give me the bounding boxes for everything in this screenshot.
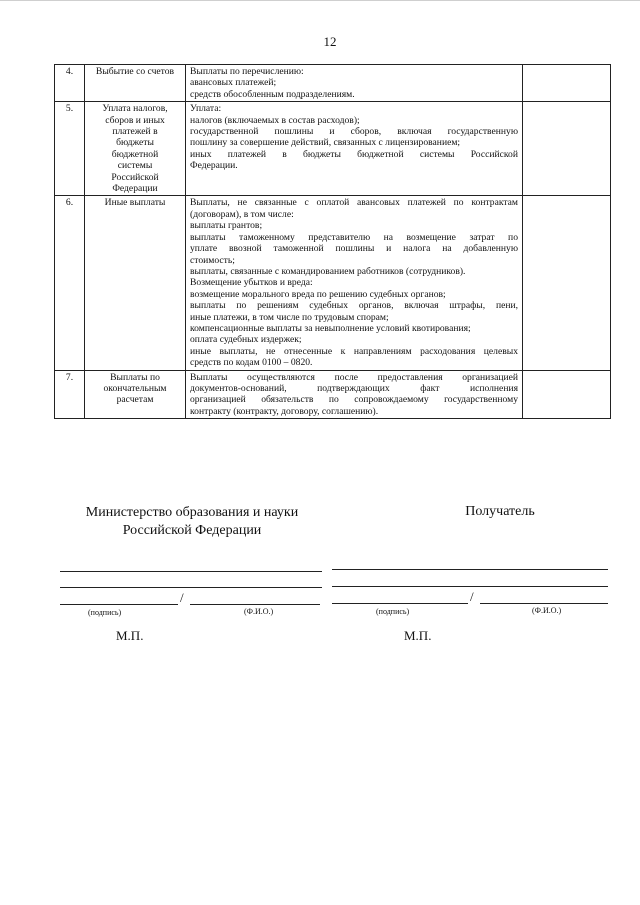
table-row: [55, 370, 611, 419]
description-line: контракту (контракту, договору, соглашению).: [190, 405, 379, 417]
right-slash: /: [470, 589, 474, 604]
description-line: возмещение морального вреда по решению судебных органов;: [190, 288, 446, 300]
payment-type: [85, 65, 186, 102]
right-sign-line-1: [332, 569, 608, 570]
payment-type-line: Российской: [111, 171, 159, 183]
payment-type-line: Федерации: [112, 183, 158, 195]
description-line: Уплата:: [190, 103, 222, 115]
payment-description: [186, 102, 523, 196]
left-name-field: [190, 604, 320, 605]
left-sign-caption: (подпись): [88, 608, 122, 617]
left-sign-line-2: [60, 587, 322, 588]
description-line: выплаты таможенному представителю на возмещение затрат по: [190, 231, 518, 243]
recipient-title: Получатель: [465, 504, 535, 519]
right-name-caption: (Ф.И.О.): [532, 606, 562, 615]
description-line: иных платежей в бюджеты бюджетной системы Российской: [190, 148, 518, 160]
payment-type-line: платежей в: [112, 126, 158, 138]
payment-description: [186, 370, 523, 419]
payment-type: [85, 196, 186, 370]
description-line: средств по кодам 0100 – 0820.: [190, 357, 313, 369]
payment-type-line: окончательным: [103, 382, 167, 394]
description-line: пошлину за совершение действий, связанных с лицензированием;: [190, 137, 461, 149]
page-number: 12: [323, 34, 337, 49]
payment-description: [186, 65, 523, 102]
description-line: уплате ввозной таможенной пошлины и налога на добавленную: [190, 243, 518, 255]
right-name-field: [480, 603, 608, 604]
description-line: документов-оснований, подтверждающих факт исполнения: [190, 382, 518, 394]
right-stamp-place: М.П.: [404, 628, 432, 643]
description-line: Выплаты осуществляются после предоставления организацией: [190, 371, 518, 383]
description-line: стоимость;: [190, 254, 235, 266]
description-line: средств обособленным подразделениям.: [190, 88, 355, 100]
table-row: [55, 196, 611, 370]
table-row: [55, 65, 611, 102]
payment-type-line: Выбытие со счетов: [95, 66, 175, 77]
payment-type-line: системы: [117, 160, 153, 172]
right-signature-field: [332, 603, 468, 604]
payment-type: [85, 370, 186, 419]
row-number: 4.: [55, 65, 85, 102]
description-line: Федерации.: [190, 160, 238, 172]
row-number: 6.: [55, 196, 85, 370]
right-sign-caption: (подпись): [376, 607, 410, 616]
ministry-title: Министерство образования и науки Российской Федерации: [85, 505, 299, 538]
payment-type-line: расчетам: [116, 394, 154, 406]
left-stamp-place: М.П.: [116, 628, 144, 643]
empty-cell: [523, 102, 611, 196]
description-line: государственной пошлины и сборов, включая государственную: [190, 126, 518, 138]
payment-type-line: Выплаты по: [110, 371, 160, 383]
description-line: оплата судебных издержек;: [190, 334, 302, 346]
description-line: налогов (включаемых в состав расходов);: [190, 114, 360, 126]
payment-type-line: Иные выплаты: [104, 197, 166, 209]
payment-type-line: бюджетной: [111, 148, 159, 160]
description-line: компенсационные выплаты за невыполнение условий квотирования;: [190, 322, 471, 334]
description-line: авансовых платежей;: [190, 77, 277, 89]
left-name-caption: (Ф.И.О.): [244, 607, 274, 616]
left-sign-line-1: [60, 571, 322, 572]
description-line: выплаты по решениям судебных органов, включая штрафы, пени,: [190, 300, 518, 312]
description-line: (договорам), в том числе:: [190, 208, 294, 220]
empty-cell: [523, 370, 611, 419]
description-line: иные платежи, в том числе по трудовым спорам;: [190, 311, 389, 323]
description-line: выплаты грантов;: [190, 220, 263, 232]
description-line: Выплаты по перечислению:: [190, 66, 304, 77]
left-signature-field: [60, 604, 178, 605]
top-border-line: [0, 0, 640, 1]
left-slash: /: [180, 590, 184, 605]
payments-table: [54, 64, 611, 419]
description-line: организацией обязательств по сопровождаемому государственному: [190, 394, 518, 406]
row-number: 7.: [55, 370, 85, 419]
payment-description: [186, 196, 523, 370]
empty-cell: [523, 65, 611, 102]
payment-type-line: Уплата налогов,: [102, 103, 168, 115]
description-line: Выплаты, не связанные с оплатой авансовых платежей по контрактам: [190, 197, 518, 209]
description-line: Возмещение убытков и вреда:: [190, 277, 313, 289]
empty-cell: [523, 196, 611, 370]
description-line: иные выплаты, не отнесенные к направлениям расходования целевых: [190, 345, 518, 357]
right-sign-line-2: [332, 586, 608, 587]
row-number: 5.: [55, 102, 85, 196]
description-line: выплаты, связанные с командированием работников (сотрудников).: [190, 265, 466, 277]
payment-type-line: бюджеты: [116, 137, 154, 149]
table-row: [55, 102, 611, 196]
payment-type: [85, 102, 186, 196]
payment-type-line: сборов и иных: [105, 114, 165, 126]
